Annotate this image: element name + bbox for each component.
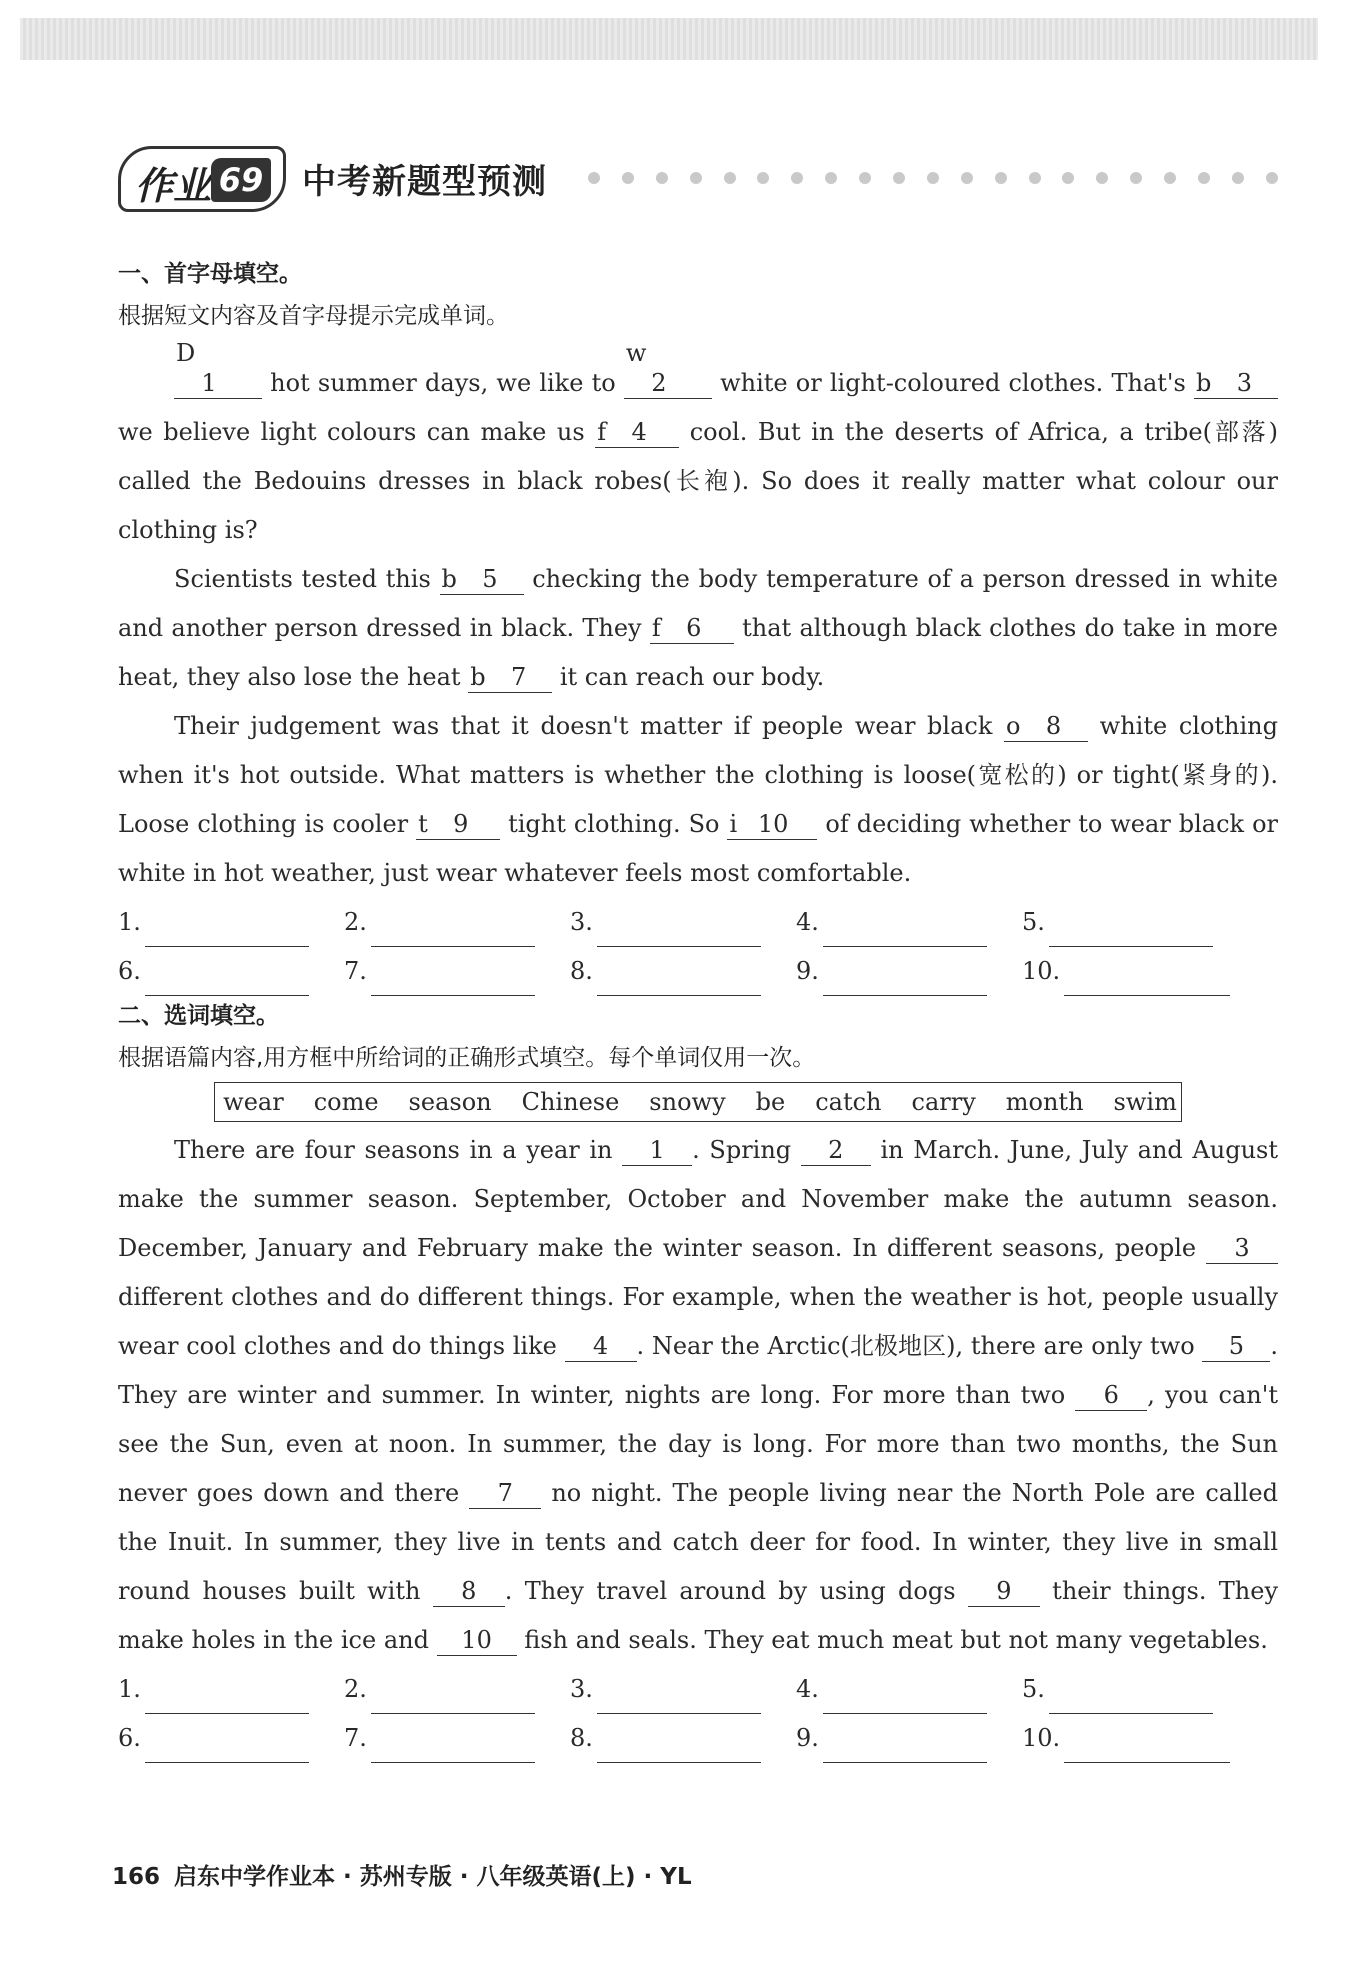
section-1-paragraph [118,702,1278,898]
passage-text: cool. But in the deserts of Africa, a tribe(部落) called the Bedouins dresses in black robes(长袍). So does it really matter what colour our clothing is? [118,418,1279,544]
answer-line[interactable] [1049,1681,1213,1714]
answer-line[interactable] [371,1681,535,1714]
answer-line[interactable] [371,914,535,947]
answer-number: 2. [344,1675,367,1703]
blank-3[interactable] [1206,1233,1278,1264]
passage-text: we believe light colours can make us [118,418,596,446]
passage-text: fish and seals. They eat much meat but not many vegetables. [516,1626,1268,1654]
blank-number: 9 [996,1577,1012,1605]
answer-number: 7. [344,957,367,985]
answer-line[interactable] [145,914,309,947]
answer-item-10 [1022,1714,1248,1763]
page-number: 166 [112,1864,161,1890]
blank-7[interactable] [469,1478,541,1509]
passage-text: . They travel around by using dogs [504,1577,968,1605]
blank-initial-letter: D [176,339,196,367]
answer-number: 5. [1022,908,1045,936]
blank-initial-letter: t [418,810,428,838]
word-option: swim [1113,1088,1177,1116]
answer-line[interactable] [145,1730,309,1763]
answer-item-6 [118,1714,344,1763]
answer-item-8 [570,947,796,996]
section-2-paragraph [118,1126,1278,1665]
blank-6[interactable] [1075,1380,1147,1411]
blank-number: 7 [497,1479,513,1507]
answer-row [118,947,1278,996]
passage-text: Their judgement was that it doesn't matter if people wear black [174,712,1005,740]
answer-item-6 [118,947,344,996]
passage-text: hot summer days, we like to [262,369,624,397]
passage-text: white or light-coloured clothes. That's [711,369,1194,397]
answer-line[interactable] [823,1730,987,1763]
blank-4[interactable] [595,417,679,448]
blank-9[interactable] [416,809,500,840]
answer-line[interactable] [823,914,987,947]
answer-line[interactable] [145,963,309,996]
badge-number: 69 [211,158,271,202]
answer-number: 10. [1022,957,1061,985]
blank-number: 5 [482,565,498,593]
section-1-answer-grid [118,898,1278,996]
badge-word: 作业 [135,164,212,208]
answer-item-3 [570,898,796,947]
answer-number: 4. [796,908,819,936]
blank-10[interactable] [437,1625,517,1656]
passage-text: checking the body temperature of a person dressed in white and another person dressed in black. They [118,565,1279,642]
answer-number: 1. [118,908,141,936]
blank-number: 10 [461,1626,492,1654]
word-option: come [313,1088,379,1116]
blank-number: 6 [1103,1381,1119,1409]
homework-header [118,140,1278,224]
blank-2[interactable] [624,338,712,399]
blank-number: 3 [1234,1234,1250,1262]
section-1-instruction: 根据短文内容及首字母提示完成单词。 [118,303,509,329]
blank-1[interactable] [622,1135,692,1166]
answer-line[interactable] [597,914,761,947]
blank-8[interactable] [433,1576,505,1607]
scan-top-strip [20,18,1318,60]
answer-number: 2. [344,908,367,936]
blank-7[interactable] [468,662,552,693]
section-1-paragraph [118,555,1278,702]
word-option: Chinese [521,1088,620,1116]
answer-item-8 [570,1714,796,1763]
blank-number: 10 [757,810,789,838]
word-option: season [408,1088,492,1116]
blank-1[interactable] [174,338,262,399]
answer-number: 9. [796,1724,819,1752]
passage-text: no night. The people living near the North Pole are called the Inuit. In summer, they live in tents and catch deer for food. In winter, they live in small round houses built with [118,1479,1278,1605]
answer-number: 3. [570,908,593,936]
passage-text: of deciding whether to wear black or white in hot weather, just wear whatever feels most comfortable. [118,810,1278,887]
blank-initial-letter: f [651,614,661,642]
answer-line[interactable] [1064,1730,1230,1763]
answer-item-4 [796,898,1022,947]
blank-5[interactable] [440,564,524,595]
answer-row [118,898,1278,947]
answer-item-7 [344,947,570,996]
word-option: be [755,1088,786,1116]
answer-item-9 [796,947,1022,996]
word-option: wear [223,1088,284,1116]
answer-number: 5. [1022,1675,1045,1703]
passage-text: it can reach our body. [552,663,825,691]
answer-item-2 [344,898,570,947]
blank-number: 8 [1045,712,1062,740]
blank-number: 7 [510,663,527,691]
passage-text: their things. They make holes in the ice and [118,1577,1279,1654]
blank-number: 6 [686,614,702,642]
blank-number: 1 [649,1136,665,1164]
answer-number: 7. [344,1724,367,1752]
passage-text: Scientists tested this [174,565,440,593]
answer-item-1 [118,898,344,947]
answer-line[interactable] [597,963,761,996]
blank-number: 4 [592,1332,609,1360]
blank-3[interactable] [1194,368,1278,399]
passage-text: tight clothing. So [500,810,728,838]
answer-line[interactable] [597,1730,761,1763]
blank-initial-letter: b [441,565,457,593]
decorative-dots [588,172,1278,186]
blank-2[interactable] [801,1135,871,1166]
word-option: carry [911,1088,976,1116]
page-footer [112,1858,692,1891]
answer-item-10 [1022,947,1248,996]
answer-line[interactable] [597,1681,761,1714]
answer-number: 8. [570,1724,593,1752]
blank-6[interactable] [650,613,734,644]
answer-item-5 [1022,898,1248,947]
answer-item-5 [1022,1665,1248,1714]
passage-text: different clothes and do different things. For example, when the weather is hot, people usually wear cool clothes and do things like [118,1283,1278,1360]
answer-item-7 [344,1714,570,1763]
blank-initial-letter: w [625,339,647,367]
word-option: month [1005,1088,1084,1116]
answer-line[interactable] [823,1681,987,1714]
blank-10[interactable] [727,809,817,840]
blank-number: 2 [651,369,667,397]
answer-number: 4. [796,1675,819,1703]
blank-number: 2 [828,1136,844,1164]
homework-title: 中考新题型预测 [302,162,547,202]
answer-row [118,1665,1278,1714]
blank-9[interactable] [968,1576,1040,1607]
passage-text: that although black clothes do take in more heat, they also lose the heat [118,614,1278,691]
passage-text: There are four seasons in a year in [174,1136,623,1164]
passage-text: white clothing when it's hot outside. What matters is whether the clothing is loose(宽松的) or tight(紧身的). Loose clothing is cooler [118,712,1278,838]
section-1-title: 一、首字母填空。 [118,261,302,287]
answer-item-9 [796,1714,1022,1763]
blank-4[interactable] [565,1331,637,1362]
answer-number: 8. [570,957,593,985]
section-2-passage [118,1126,1278,1665]
answer-line[interactable] [145,1681,309,1714]
section-1-passage [118,338,1278,898]
answer-line[interactable] [371,1730,535,1763]
answer-item-3 [570,1665,796,1714]
word-option: catch [815,1088,882,1116]
word-box [214,1082,1182,1122]
answer-line[interactable] [371,963,535,996]
word-option: snowy [649,1088,726,1116]
answer-line[interactable] [1049,914,1213,947]
passage-text: , you can't see the Sun, even at noon. In summer, the day is long. For more than two months, the Sun never goes down and there [118,1381,1278,1507]
homework-badge [118,146,286,212]
blank-initial-letter: b [1196,369,1212,397]
blank-number: 3 [1236,369,1253,397]
passage-text: . Near the Arctic(北极地区), there are only two [636,1332,1203,1360]
word-box-wrapper [118,1082,1278,1122]
blank-number: 9 [453,810,469,838]
worksheet-page [118,140,1278,1763]
blank-initial-letter: i [729,810,738,838]
answer-number: 6. [118,1724,141,1752]
blank-number: 8 [461,1577,477,1605]
blank-8[interactable] [1004,711,1088,742]
answer-number: 6. [118,957,141,985]
passage-text: . They are winter and summer. In winter, nights are long. For more than two [118,1332,1278,1409]
answer-line[interactable] [823,963,987,996]
section-1-paragraph [118,338,1278,555]
answer-item-1 [118,1665,344,1714]
answer-line[interactable] [1064,963,1230,996]
book-title: 启东中学作业本 · 苏州专版 · 八年级英语(上) · YL [174,1864,692,1890]
answer-number: 9. [796,957,819,985]
blank-number: 1 [201,369,217,397]
blank-initial-letter: b [470,663,486,691]
blank-number: 5 [1228,1332,1244,1360]
answer-number: 1. [118,1675,141,1703]
section-2-title: 二、选词填空。 [118,1003,279,1029]
answer-item-4 [796,1665,1022,1714]
section-2-instruction: 根据语篇内容,用方框中所给词的正确形式填空。每个单词仅用一次。 [118,1045,816,1071]
passage-text: in March. June, July and August make the summer season. September, October and November make the autumn season. December, January and February make the winter season. In different seasons, people [118,1136,1278,1262]
answer-row [118,1714,1278,1763]
blank-5[interactable] [1202,1331,1270,1362]
answer-number: 3. [570,1675,593,1703]
section-2-answer-grid [118,1665,1278,1763]
answer-number: 10. [1022,1724,1061,1752]
blank-number: 4 [631,418,647,446]
passage-text: . Spring [692,1136,801,1164]
blank-initial-letter: f [597,418,607,446]
answer-item-2 [344,1665,570,1714]
blank-initial-letter: o [1006,712,1021,740]
